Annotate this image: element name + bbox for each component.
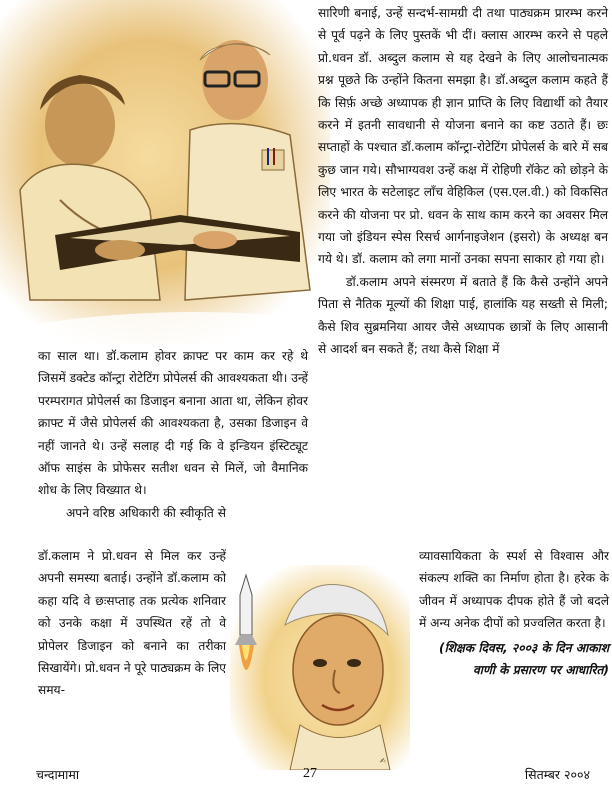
right-column-paragraph-2: डॉ.कलाम अपने संस्मरण में बताते हैं कि कैसे उन्होंने अपने पिता से नैतिक मूल्यों की शिक्षा पाई, हालांकि यह सख्ती से मिली; कैसे शिव सुब्रमनिया आयर जैसे अध्यापक छात्रों के लिए आसानी से आदर्श बन सकते हैं; तथा कैसे शिक्षा में [318,274,608,357]
footer-magazine-name: चन्दामामा [36,767,80,782]
right-column [318,2,608,361]
left-column-paragraph-2-start: अपने वरिष्ठ अधिकारी की स्वीकृति से [66,505,226,520]
left-column-paragraph-2: डॉ.कलाम ने प्रो.धवन से मिल कर उन्हें अपनी समस्या बताई। उन्होंने डॉ.कलाम को कहा यदि वे छःसप्ताह तक प्रत्येक शनिवार को उनके कक्षा में उपस्थित रहें तो वे प्रोपेलर डिजाइन को बनाने का तरीका सिखायेंगे। प्रो.धवन ने पूरे पाठ्यक्रम के लिए समय- [38,549,226,698]
left-column [38,345,308,524]
illustration-portrait-with-rocket [230,565,410,770]
right-column-lower [419,545,609,681]
left-column-paragraph-1: का साल था। डॉ.कलाम होवर क्राफ्ट पर काम कर रहे थे जिसमें डक्टेड कॉन्ट्रा रोटेटिंग प्रोपेलर्स की आवश्यकता थी। उन्हें परम्परागत प्रोपेलर्स का डिजाइन बनाना आता था, लेकिन होवर क्राफ्ट में जैसे प्रोपेलर्स की आवश्यकता है, उसका डिजाइन वे नहीं जानते थे। उन्हें सलाह दी गई कि वे इन्डियन इंस्टिट्यूट ऑफ साइंस के प्रोफेसर सतीश धवन से मिलें, जो वैमानिक शोध के लिए विख्यात थे। [38,349,308,498]
illustration-kalam-and-dhawan [0,0,330,345]
left-column-lower [38,545,226,702]
page-number: 27 [303,766,317,781]
source-credit: (शिक्षक दिवस, २००३ के दिन आकाश वाणी के प्रसारण पर आधारित) [439,640,609,678]
artist-signature: ✍ [380,757,386,765]
illustration-two-men-reading [0,0,330,345]
right-column-paragraph-1: सारिणी बनाई, उन्हें सन्दर्भ-सामग्री दी तथा पाठ्यक्रम प्रारम्भ करने से पूर्व पढ़ने के लिए पुस्तकें भी दीं। क्लास आरम्भ करने से पहले प्रो.धवन डॉ. अब्दुल कलाम से यह देखने के लिए आलोचनात्मक प्रश्न पूछते कि उन्होंने कितना समझा है। डॉ.अब्दुल कलाम कहते हैं कि सिर्फ़ अच्छे अध्यापक ही ज्ञान प्राप्ति के लिए विद्यार्थी को तैयार करने में इतनी सावधानी से योजना बनाने का कष्ट उठाते हैं। छः सप्ताहों के पश्चात डॉ.कलाम कॉन्ट्रा-रोटेटिंग प्रोपेलर्स के बारे में सब कुछ जान गये। सौभाग्यवश उन्हें कक्ष में रोहिणी रॉकेट को छोड़ने के लिए भारत के सटेलाइट लॉंच वेहिकिल (एस.एल.वी.) को विकसित करने की योजना पर प्रो. धवन के साथ काम करने का अवसर मिल गया जो इंडियन स्पेस रिसर्च आर्गनाइजेशन (इसरो) के अध्यक्ष बन गये थे। डॉ. कलाम को लगा मानों उनका सपना साकार हो गया हो। [318,6,608,267]
illustration-kalam-portrait [230,565,410,770]
right-column-paragraph-2-cont: व्यावसायिकता के स्पर्श से विश्वास और संकल्प शक्ति का निर्माण होता है। हरेक के जीवन में अध्यापक दीपक होते हैं जो बदले में अन्य अनेक दीपों को प्रज्वलित करता है। [419,549,609,631]
footer-issue-date: सितम्बर २००४ [524,767,590,782]
